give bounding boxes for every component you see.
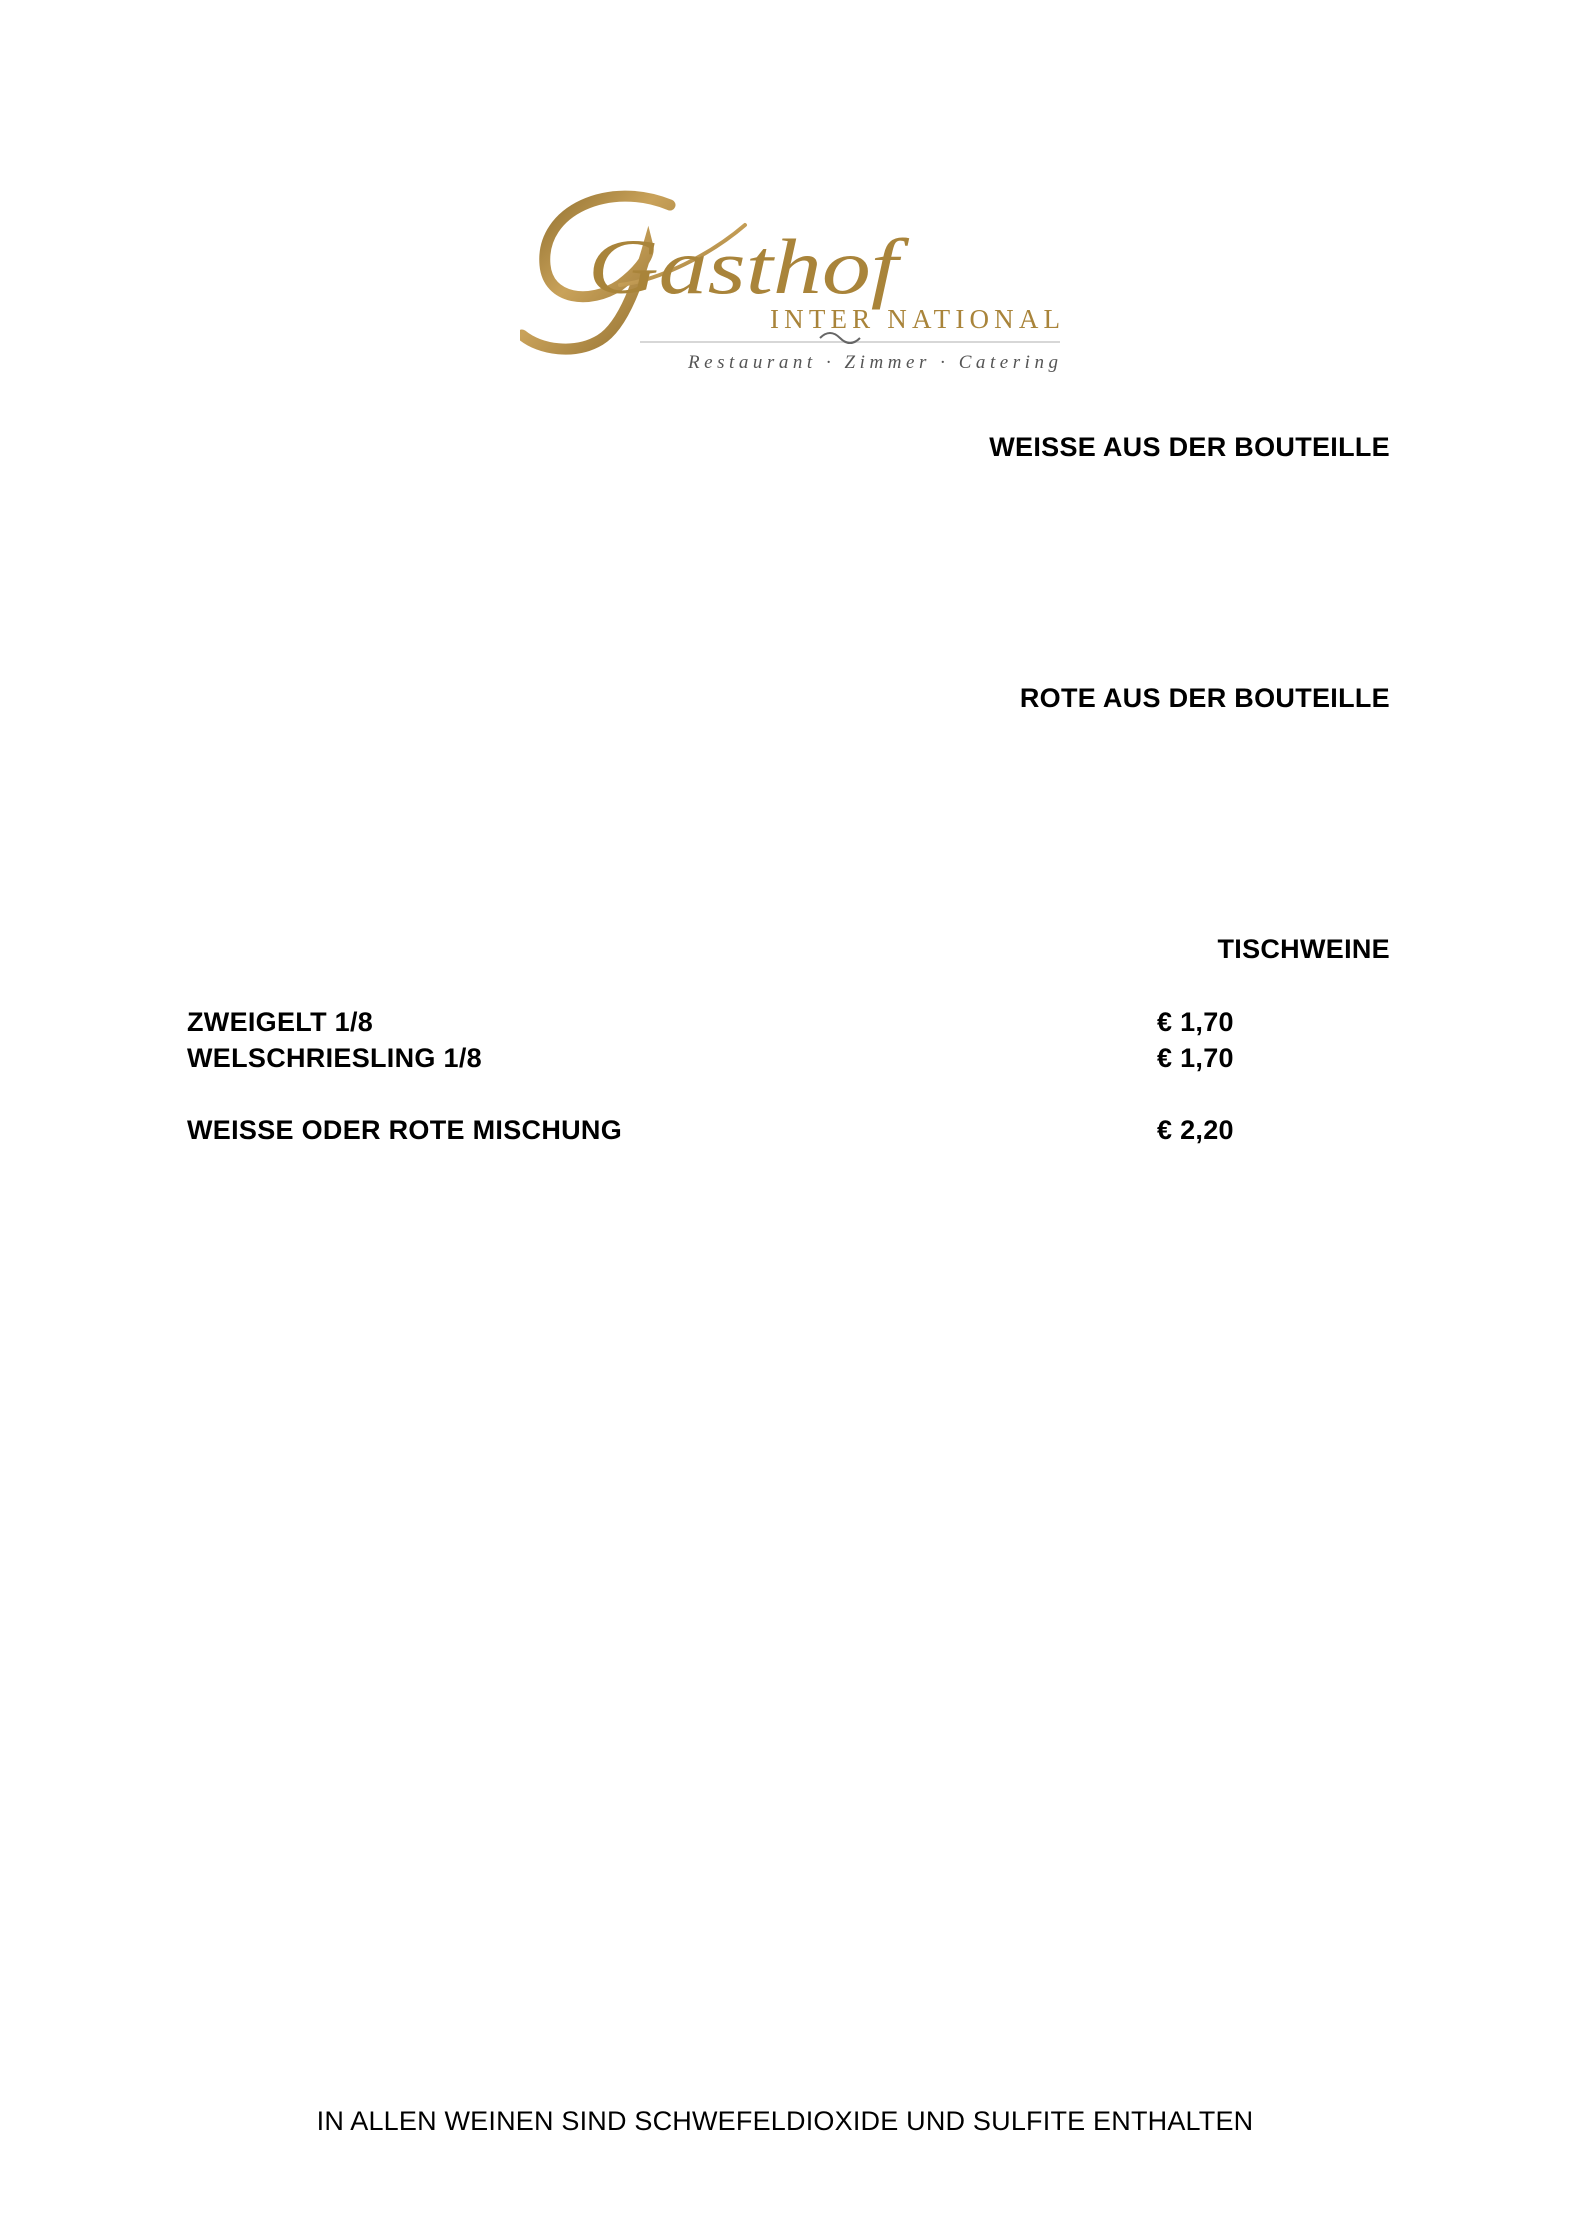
wine-name: WELSCHRIESLING 1/8	[187, 1043, 482, 1073]
heading-white-wines-bottle: WEISSE AUS DER BOUTEILLE	[989, 432, 1390, 462]
list-item	[187, 1040, 1257, 1076]
gasthof-international-logo	[520, 185, 1070, 385]
list-item	[187, 1112, 1257, 1148]
wine-price: € 2,20	[1157, 1115, 1234, 1145]
logo-sub-text: INTER NATIONAL	[770, 304, 1060, 334]
logo-script-text: Gasthof	[588, 223, 910, 310]
wine-price: € 1,70	[1157, 1007, 1234, 1037]
sulfite-notice: IN ALLEN WEINEN SIND SCHWEFELDIOXIDE UND SULFITE ENTHALTEN	[316, 2106, 1254, 2136]
list-item	[187, 1004, 1257, 1040]
table-wine-list	[187, 1004, 1257, 1148]
wine-name: ZWEIGELT 1/8	[187, 1007, 374, 1037]
heading-red-wines-bottle: ROTE AUS DER BOUTEILLE	[1019, 683, 1390, 713]
wine-price: € 1,70	[1157, 1043, 1234, 1073]
logo-tagline: Restaurant · Zimmer · Catering	[688, 352, 1058, 373]
wine-name: WEISSE ODER ROTE MISCHUNG	[187, 1115, 623, 1145]
heading-table-wines: TISCHWEINE	[1217, 934, 1390, 964]
